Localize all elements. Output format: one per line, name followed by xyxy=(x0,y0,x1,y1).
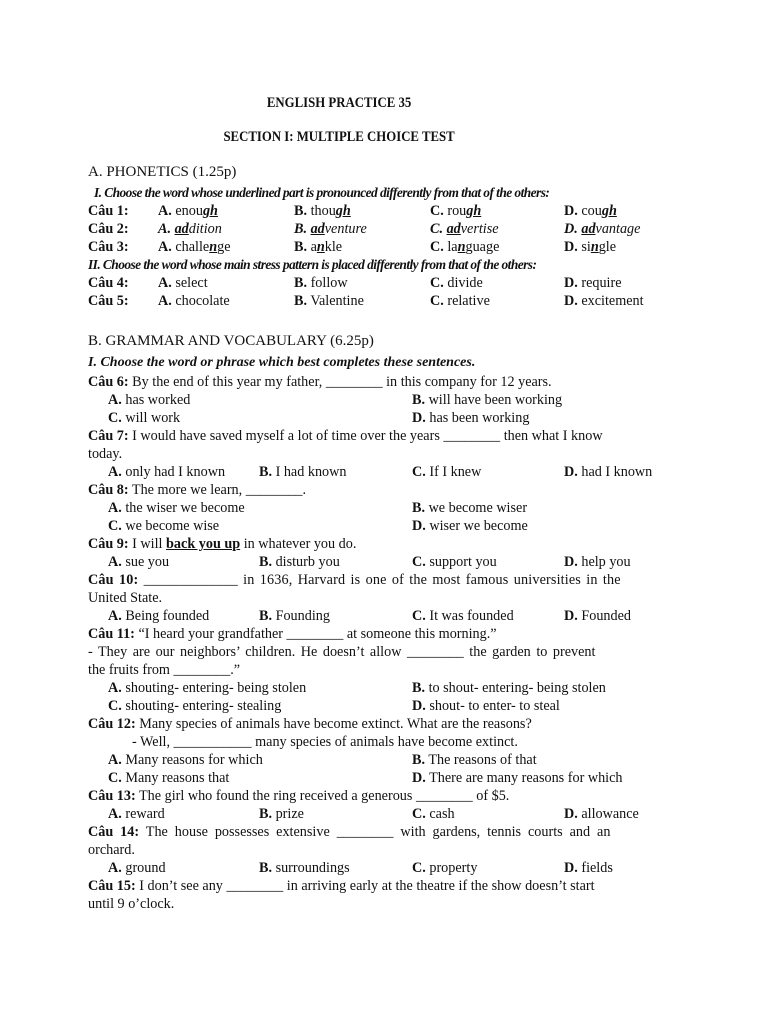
question-13: Câu 13: The girl who found the ring received a generous ________ of $5. xyxy=(88,788,510,804)
option-a: A. Many reasons for which xyxy=(108,752,263,768)
question-label: Câu 2: xyxy=(88,221,129,237)
option-a: A. sue you xyxy=(108,554,170,570)
option-a: A. has worked xyxy=(108,392,191,408)
option-b: B. will have been working xyxy=(412,392,563,408)
question-7: Câu 7: I would have saved myself a lot of time over the years ________ then what I know xyxy=(88,428,603,444)
option-c: C. will work xyxy=(108,410,181,426)
option-d: D. single xyxy=(564,239,617,255)
question-14-cont: orchard. xyxy=(88,842,135,858)
question-15: Câu 15: I don’t see any ________ in arriving early at the theatre if the show doesn’t start xyxy=(88,878,595,894)
question-label: Câu 4: xyxy=(88,275,129,291)
option-b: B. I had known xyxy=(259,464,347,480)
option-b: B. though xyxy=(294,203,351,219)
option-b: B. The reasons of that xyxy=(412,752,537,768)
option-a: A. the wiser we become xyxy=(108,500,245,516)
option-b: B. Founding xyxy=(259,608,330,624)
option-a: A. shouting- entering- being stolen xyxy=(108,680,307,696)
section-title: SECTION I: MULTIPLE CHOICE TEST xyxy=(223,129,455,145)
option-b: B. surroundings xyxy=(259,860,350,876)
question-9: Câu 9: I will back you up in whatever you do. xyxy=(88,536,357,552)
option-a: A. only had I known xyxy=(108,464,226,480)
option-d: D. fields xyxy=(564,860,613,876)
option-d: D. shout- to enter- to steal xyxy=(412,698,560,714)
option-b: B. follow xyxy=(294,275,348,291)
option-d: D. Founded xyxy=(564,608,631,624)
option-c: C. property xyxy=(412,860,478,876)
option-c: C. rough xyxy=(430,203,482,219)
option-d: D. wiser we become xyxy=(412,518,528,534)
option-a: A. select xyxy=(158,275,208,291)
question-label: Câu 3: xyxy=(88,239,129,255)
option-d: D. There are many reasons for which xyxy=(412,770,623,786)
phonetics-heading: A. PHONETICS (1.25p) xyxy=(88,164,237,180)
grammar-instruction: I. Choose the word or phrase which best completes these sentences. xyxy=(88,355,476,370)
option-c: C. shouting- entering- stealing xyxy=(108,698,282,714)
question-14: Câu 14: The house possesses extensive ________ with gardens, tennis courts and an xyxy=(88,824,611,840)
option-b: B. ankle xyxy=(294,239,343,255)
option-b: B. prize xyxy=(259,806,304,822)
option-b: B. we become wiser xyxy=(412,500,528,516)
question-12-cont: - Well, ___________ many species of animals have become extinct. xyxy=(132,734,518,750)
option-b: B. to shout- entering- being stolen xyxy=(412,680,606,696)
question-15-cont: until 9 o’clock. xyxy=(88,896,175,912)
question-6: Câu 6: By the end of this year my father, ________ in this company for 12 years. xyxy=(88,374,552,390)
phonetics-instruction-2: II. Choose the word whose main stress pattern is placed differently from that of the others: xyxy=(88,257,537,272)
option-d: D. had I known xyxy=(564,464,653,480)
question-7-cont: today. xyxy=(88,446,123,462)
option-c: C. we become wise xyxy=(108,518,220,534)
option-b: B. disturb you xyxy=(259,554,340,570)
option-a: A. Being founded xyxy=(108,608,210,624)
question-label: Câu 5: xyxy=(88,293,129,309)
option-c: C. advertise xyxy=(430,221,499,237)
option-c: C. It was founded xyxy=(412,608,514,624)
option-d: D. allowance xyxy=(564,806,639,822)
question-8: Câu 8: The more we learn, ________. xyxy=(88,482,307,498)
option-a: A. challenge xyxy=(158,239,231,255)
option-c: C. If I knew xyxy=(412,464,482,480)
option-c: C. Many reasons that xyxy=(108,770,230,786)
question-12: Câu 12: Many species of animals have become extinct. What are the reasons? xyxy=(88,716,532,732)
option-c: C. divide xyxy=(430,275,483,291)
page-title: ENGLISH PRACTICE 35 xyxy=(266,95,412,111)
question-11: Câu 11: “I heard your grandfather ________ at someone this morning.” xyxy=(88,626,497,642)
option-a: A. enough xyxy=(158,203,218,219)
option-d: D. has been working xyxy=(412,410,530,426)
option-a: A. addition xyxy=(158,221,222,237)
option-c: C. cash xyxy=(412,806,455,822)
option-b: B. adventure xyxy=(294,221,367,237)
phonetics-instruction-1: I. Choose the word whose underlined part is pronounced differently from that of the others: xyxy=(94,185,550,200)
option-c: C. support you xyxy=(412,554,497,570)
option-c: C. language xyxy=(430,239,500,255)
option-d: D. help you xyxy=(564,554,631,570)
option-c: C. relative xyxy=(430,293,490,309)
question-11-cont2: the fruits from ________.” xyxy=(88,662,241,678)
question-label: Câu 1: xyxy=(88,203,129,219)
option-d: D. advantage xyxy=(564,221,641,237)
option-a: A. reward xyxy=(108,806,165,822)
option-d: D. excitement xyxy=(564,293,644,309)
option-a: A. ground xyxy=(108,860,166,876)
option-a: A. chocolate xyxy=(158,293,230,309)
option-d: D. cough xyxy=(564,203,617,219)
question-10-cont: United State. xyxy=(88,590,163,606)
grammar-heading: B. GRAMMAR AND VOCABULARY (6.25p) xyxy=(88,333,374,349)
option-b: B. Valentine xyxy=(294,293,364,309)
option-d: D. require xyxy=(564,275,622,291)
question-11-cont: - They are our neighbors’ children. He doesn’t allow ________ the garden to prevent xyxy=(88,644,596,660)
question-10: Câu 10: _____________ in 1636, Harvard is one of the most famous universities in the xyxy=(88,572,621,588)
